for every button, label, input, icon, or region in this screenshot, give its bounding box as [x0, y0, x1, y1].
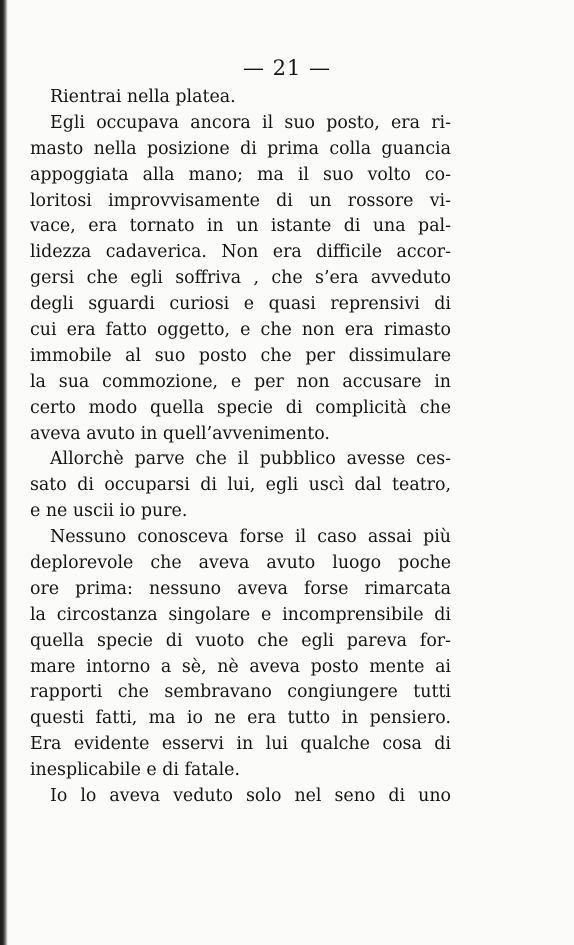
text-line: Nessuno conosceva forse il caso assai più [50, 527, 451, 548]
text-line: mare intorno a sè, nè aveva posto mente ai [30, 656, 451, 677]
text-line: Allorchè parve che il pubblico avesse ces- [50, 449, 451, 470]
text-line: masto nella posizione di prima colla guancia [30, 138, 451, 159]
text-line: inesplicabile e di fatale. [30, 760, 241, 781]
text-line: rapporti che sembravano congiungere tutti [30, 682, 451, 703]
text-line: la sua commozione, e per non accusare in [30, 371, 451, 392]
page-binding-edge [0, 0, 8, 945]
page-number: — 21 — [242, 56, 332, 80]
text-line: quella specie di vuoto che egli pareva for- [30, 630, 451, 651]
text-line: Io lo aveva veduto solo nel seno di uno [50, 786, 451, 807]
body-text [30, 85, 451, 810]
text-line: la circostanza singolare e incomprensibile di [30, 604, 451, 625]
text-line: Egli occupava ancora il suo posto, era ri- [50, 112, 451, 133]
text-line: vace, era tornato in un istante di una pal- [30, 216, 451, 237]
text-line: Rientrai nella platea. [50, 87, 236, 107]
text-line: gersi che egli soffriva , che s’era avveduto [30, 268, 451, 289]
text-line: deplorevole che aveva avuto luogo poche [30, 553, 451, 574]
text-line: aveva avuto in quell’avvenimento. [30, 423, 330, 444]
text-line: degli sguardi curiosi e quasi reprensivi di [30, 294, 451, 315]
text-line: Era evidente esservi in lui qualche cosa di [30, 734, 451, 755]
text-line: e ne uscii io pure. [30, 501, 188, 522]
text-line: immobile al suo posto che per dissimulare [30, 345, 451, 366]
text-line: appoggiata alla mano; ma il suo volto co- [30, 164, 451, 185]
text-line: ore prima: nessuno aveva forse rimarcata [30, 578, 451, 599]
text-line: cui era fatto oggetto, e che non era rimasto [30, 320, 451, 341]
text-line: certo modo quella specie di complicità che [30, 397, 451, 418]
text-line: questi fatti, ma io ne era tutto in pensiero. [30, 708, 451, 729]
text-line: loritosi improvvisamente di un rossore vi- [30, 190, 451, 211]
text-line: lidezza cadaverica. Non era difficile accor- [30, 242, 451, 263]
text-line: sato di occuparsi di lui, egli uscì dal teatro, [30, 475, 451, 496]
